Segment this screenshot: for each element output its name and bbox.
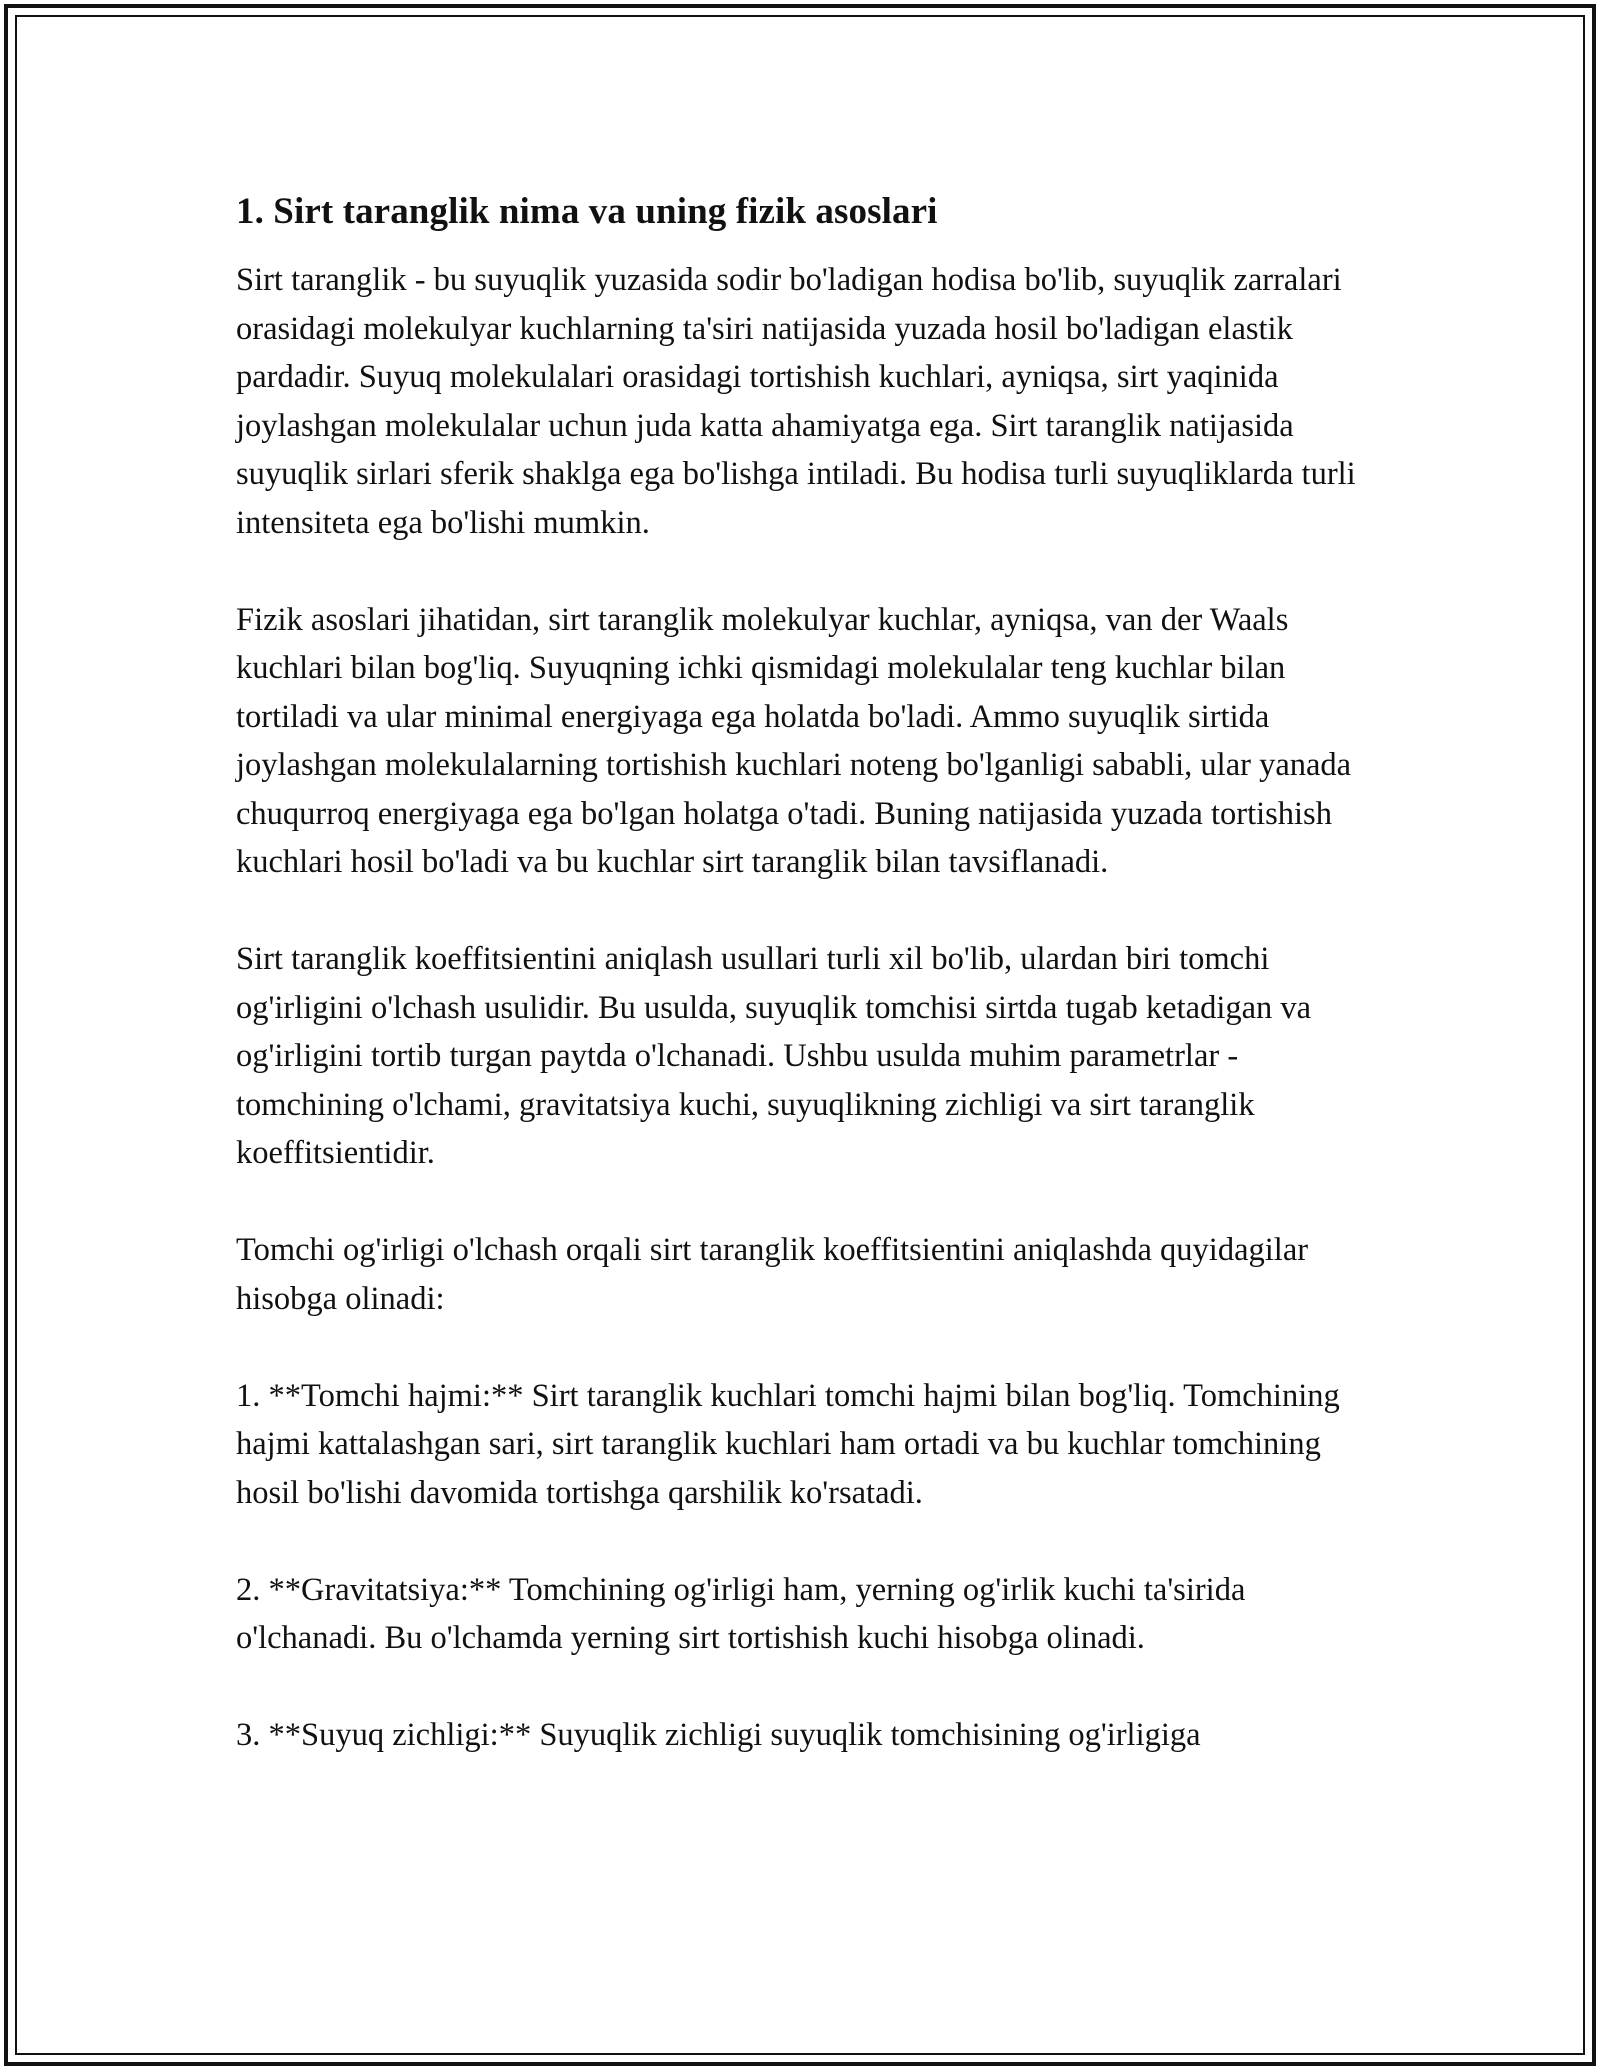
list-item-1: 1. **Tomchi hajmi:** Sirt taranglik kuchlari tomchi hajmi bilan bog'liq. Tomchining hajmi kattalashgan sari, sirt taranglik kuchlari ham ortadi va bu kuchlar tomchining hosil bo'lishi davomida tortishga qarshilik ko'rsatadi.: [236, 1377, 1340, 1511]
list-item-2: 2. **Gravitatsiya:** Tomchining og'irligi ham, yerning og'irlik kuchi ta'sirida o'lchanadi. Bu o'lchamda yerning sirt tortishish kuchi hisobga olinadi.: [236, 1571, 1246, 1656]
document-body: [236, 188, 1386, 1808]
paragraph-3: Sirt taranglik koeffitsientini aniqlash usullari turli xil bo'lib, ulardan biri tomchi og'irligini o'lchash usulidir. Bu usulda, suyuqlik tomchisi sirtda tugab ketadigan va og'irligini tortib turgan paytda o'lchanadi. Ushbu usulda muhim parametrlar - tomchining o'lchami, gravitatsiya kuchi, suyuqlikning zichligi va sirt taranglik koeffitsientidir.: [236, 941, 1312, 1171]
list-item-3: 3. **Suyuq zichligi:** Suyuqlik zichligi suyuqlik tomchisining og'irligiga: [236, 1717, 1201, 1753]
paragraph-1: Sirt taranglik - bu suyuqlik yuzasida sodir bo'ladigan hodisa bo'lib, suyuqlik zarralari orasidagi molekulyar kuchlarning ta'siri natijasida yuzada hosil bo'ladigan elastik pardadir. Suyuq molekulalari orasidagi tortishish kuchlari, ayniqsa, sirt yaqinida joylashgan molekulalar uchun juda katta ahamiyatga ega. Sirt taranglik natijasida suyuqlik sirlari sferik shaklga ega bo'lishga intiladi. Bu hodisa turli suyuqliklarda turli intensiteta ega bo'lishi mumkin.: [236, 262, 1356, 541]
section-heading: 1. Sirt taranglik nima va uning fizik asoslari: [236, 191, 938, 232]
paragraph-2: Fizik asoslari jihatidan, sirt taranglik molekulyar kuchlar, ayniqsa, van der Waals kuchlari bilan bog'liq. Suyuqning ichki qismidagi molekulalar teng kuchlar bilan tortiladi va ular minimal energiyaga ega holatda bo'ladi. Ammo suyuqlik sirtida joylashgan molekulalarning tortishish kuchlari noteng bo'lganligi sababli, ular yanada chuqurroq energiyaga ega bo'lgan holatga o'tadi. Buning natijasida yuzada tortishish kuchlari hosil bo'ladi va bu kuchlar sirt taranglik bilan tavsiflanadi.: [236, 601, 1352, 880]
paragraph-4: Tomchi og'irligi o'lchash orqali sirt taranglik koeffitsientini aniqlashda quyidagilar hisobga olinadi:: [236, 1232, 1309, 1317]
